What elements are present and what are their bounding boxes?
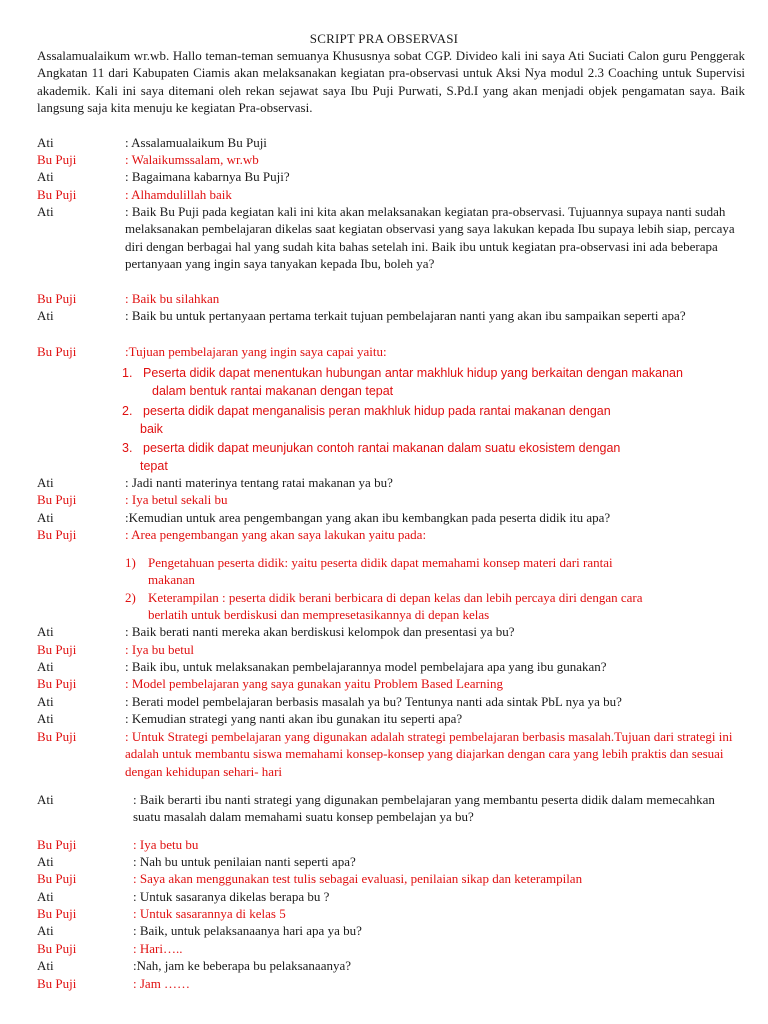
dialog-text: : Bagaimana kabarnya Bu Puji? [125,169,290,184]
speaker-label: Ati [37,923,54,938]
dialog-text: : Model pembelajaran yang saya gunakan yaitu Problem Based Learning [125,676,503,691]
speaker-label: Bu Puji [37,676,77,691]
dialog-text: : Baik, untuk pelaksanaanya hari apa ya bu? [133,923,362,938]
dialog-text: : Saya akan menggunakan test tulis sebagai evaluasi, penilaian sikap dan keterampilan [133,871,583,886]
list-number: 2) [125,590,136,605]
list-text: berlatih untuk berdiskusi dan mempresetasikannya di depan kelas [148,607,490,622]
list-number: 1) [125,555,136,570]
speaker-label: Bu Puji [37,976,77,991]
speaker-label: Bu Puji [37,941,77,956]
speaker-label: Ati [37,854,54,869]
dialog-text: : Berati model pembelajaran berbasis masalah ya bu? Tentunya nanti ada sintak PbL nya ya bu? [125,694,622,709]
speaker-label: Bu Puji [37,152,77,167]
speaker-label: Bu Puji [37,871,77,886]
list-text: dalam bentuk rantai makanan dengan tepat [152,384,394,398]
dialog-text: : Alhamdulillah baik [125,187,232,202]
speaker-label: Ati [37,135,54,150]
page-title: SCRIPT PRA OBSERVASI [309,31,459,46]
speaker-label: Ati [37,510,54,525]
speaker-label: Ati [37,711,54,726]
dialog-text: : Nah bu untuk penilaian nanti seperti apa? [133,854,356,869]
speaker-label: Ati [37,889,54,904]
dialog-text: : Untuk sasaranya dikelas berapa bu ? [133,889,330,904]
speaker-label: Ati [37,694,54,709]
dialog-text: : Baik bu silahkan [125,291,220,306]
dialog-text: : Baik ibu, untuk melaksanakan pembelajarannya model pembelajara apa yang ibu gunakan? [125,659,607,674]
dialog-text: : Hari….. [133,941,183,956]
list-text: Pengetahuan peserta didik: yaitu peserta didik dapat memahami konsep materi dari rantai [148,555,613,570]
speaker-label: Bu Puji [37,492,77,507]
speaker-label: Bu Puji [37,291,77,306]
speaker-label: Ati [37,204,54,219]
dialog-text: : Untuk Strategi pembelajaran yang digunakan adalah strategi pembelajaran berbasis masalah.Tujuan dari strategi ini adalah untuk membantu siswa memahami konsep-konsep yang diajarkan dengan cara yang lebih praktis dan sesuai dengan kehidupan sehari- hari [125,729,733,779]
dialog-text: : Walaikumssalam, wr.wb [125,152,259,167]
list-number: 2. [122,404,133,418]
dialog-text: : Untuk sasarannya di kelas 5 [133,906,286,921]
list-number: 1. [122,366,133,380]
speaker-label: Bu Puji [37,906,77,921]
speaker-label: Ati [37,958,54,973]
dialog-text: : Assalamualaikum Bu Puji [125,135,267,150]
dialog-text: :Nah, jam ke beberapa bu pelaksanaanya? [133,958,352,973]
dialog-text: : Iya betu bu [133,837,199,852]
speaker-label: Ati [37,659,54,674]
speaker-label: Ati [37,169,54,184]
list-text: Keterampilan : peserta didik berani berbicara di depan kelas dan lebih percaya diri dengan cara [148,590,643,605]
speaker-label: Bu Puji [37,344,77,359]
dialog-text: : Baik berarti ibu nanti strategi yang digunakan pembelajaran yang membantu peserta didik dalam memecahkan suatu masalah dalam memahami suatu konsep pembelajan ya bu? [133,792,715,825]
list-text: tepat [140,459,168,473]
list-text: baik [140,422,163,436]
dialog-text: :Kemudian untuk area pengembangan yang akan ibu kembangkan pada peserta didik itu apa? [125,510,611,525]
list-text: Peserta didik dapat menentukan hubungan antar makhluk hidup yang berkaitan dengan makanan [143,366,683,380]
dialog-text: : Iya bu betul [125,642,194,657]
dialog-text: : Area pengembangan yang akan saya lakukan yaitu pada: [125,527,427,542]
dialog-text: : Baik berati nanti mereka akan berdiskusi kelompok dan presentasi ya bu? [125,624,515,639]
intro-paragraph: Assalamualaikum wr.wb. Hallo teman-teman semuanya Khususnya sobat CGP. Divideo kali ini saya Ati Suciati Calon guru Penggerak Angkatan 11 dari Kabupaten Ciamis akan melaksanakan kegiatan pra-observasi untuk Aksi Nya modul 2.3 Coaching untuk Supervisi akademik. Kali ini saya ditemani oleh rekan sejawat saya Ibu Puji Purwati, S.Pd.I yang akan menjadi objek pengamatan saya. Baik langsung saja kita menuju ke kegiatan Pra-observasi. [37,48,745,116]
speaker-label: Ati [37,308,54,323]
dialog-text: : Jam …… [133,976,191,991]
speaker-label: Ati [37,624,54,639]
list-text: makanan [148,572,195,587]
speaker-label: Bu Puji [37,187,77,202]
list-text: peserta didik dapat meunjukan contoh rantai makanan dalam suatu ekosistem dengan [143,441,621,455]
list-text: peserta didik dapat menganalisis peran makhluk hidup pada rantai makanan dengan [143,404,611,418]
speaker-label: Bu Puji [37,527,77,542]
speaker-label: Bu Puji [37,729,77,744]
speaker-label: Bu Puji [37,837,77,852]
dialog-text: :Tujuan pembelajaran yang ingin saya capai yaitu: [125,344,387,359]
dialog-text: : Baik Bu Puji pada kegiatan kali ini kita akan melaksanakan kegiatan pra-observasi. Tujuannya supaya nanti sudah melaksanakan pembelajaran dikelas saat kegiatan observasi yang saya lakukan kepada Ibu supaya lebih siap, percaya diri dengan berbagai hal yang sudah kita bahas setelah ini. Baik ibu untuk kegiatan pra-observasi ini ada beberapa pertanyaan yang ingin saya tanyakan kepada Ibu, boleh ya? [125,204,735,272]
speaker-label: Ati [37,475,54,490]
list-number: 3. [122,441,133,455]
speaker-label: Ati [37,792,54,807]
dialog-text: : Jadi nanti materinya tentang ratai makanan ya bu? [125,475,393,490]
speaker-label: Bu Puji [37,642,77,657]
dialog-text: : Baik bu untuk pertanyaan pertama terkait tujuan pembelajaran nanti yang akan ibu sampaikan seperti apa? [125,308,686,323]
dialog-text: : Iya betul sekali bu [125,492,228,507]
dialog-text: : Kemudian strategi yang nanti akan ibu gunakan itu seperti apa? [125,711,463,726]
